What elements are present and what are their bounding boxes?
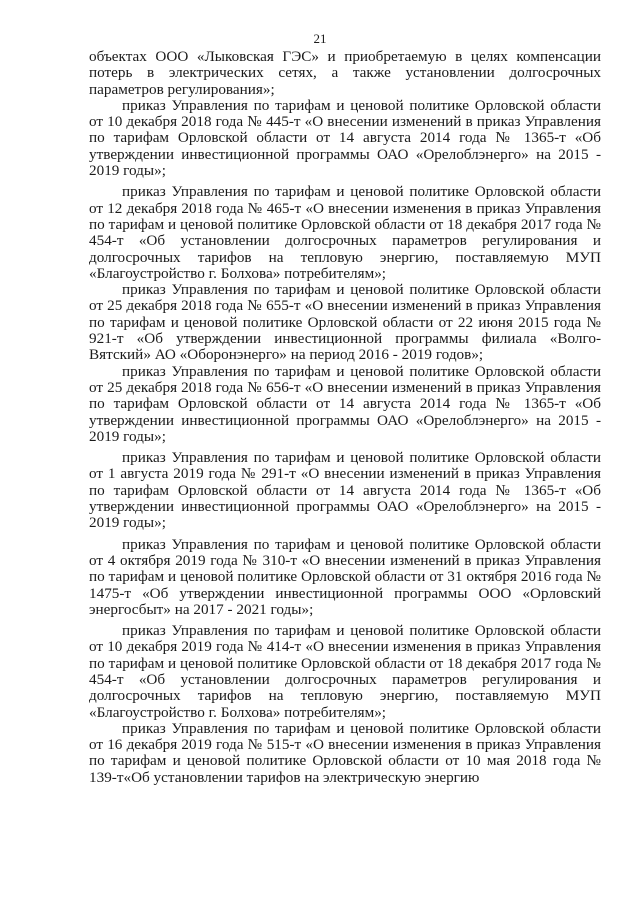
paragraph-order-465: приказ Управления по тарифам и ценовой политике Орловской области от 12 декабря 2018 года № 465-т «О внесении изменения в приказ Управления по тарифам и ценовой политике Орловской области от 18 декабря 2017 года № 454-т «Об установлении долгосрочных параметров регулирования и долгосрочных тарифов на тепловую энергию, поставляемую МУП «Благоустройство г. Болхова» потребителям»; [89, 183, 601, 282]
paragraph-continuation: объектах ООО «Лыковская ГЭС» и приобретаемую в целях компенсации потерь в электрических сетях, а также установлении долгосрочных параметров регулирования»; [89, 48, 601, 98]
paragraph-order-414: приказ Управления по тарифам и ценовой политике Орловской области от 10 декабря 2019 года № 414-т «О внесении изменения в приказ Управления по тарифам и ценовой политике Орловской области от 18 декабря 2017 года № 454-т «Об установлении долгосрочных параметров регулирования и долгосрочных тарифов на тепловую энергию, поставляемую МУП «Благоустройство г. Болхова» потребителям»; [89, 622, 601, 721]
document-body [89, 49, 601, 786]
page-number: 21 [313, 31, 327, 46]
paragraph-order-310: приказ Управления по тарифам и ценовой политике Орловской области от 4 октября 2019 года № 310-т «О внесении изменений в приказ Управления по тарифам и ценовой политике Орловской области от 31 октября 2016 года № 1475-т «Об утверждении инвестиционной программы ООО «Орловский энергосбыт» на 2017 - 2021 годы»; [89, 535, 601, 618]
paragraph-order-515: приказ Управления по тарифам и ценовой политике Орловской области от 16 декабря 2019 года № 515-т «О внесении изменения в приказ Управления по тарифам и ценовой политике Орловской области от 10 мая 2018 года № 139-т«Об установлении тарифов на электрическую энергию [89, 719, 601, 786]
paragraph-order-655: приказ Управления по тарифам и ценовой политике Орловской области от 25 декабря 2018 года № 655-т «О внесении изменений в приказ Управления по тарифам и ценовой политике Орловской области от 22 июня 2015 года № 921-т «Об утверждении инвестиционной программы филиала «Волго-Вятский» АО «Оборонэнерго» на период 2016 - 2019 годов»; [89, 281, 601, 364]
paragraph-order-445: приказ Управления по тарифам и ценовой политике Орловской области от 10 декабря 2018 года № 445-т «О внесении изменений в приказ Управления по тарифам Орловской области от 14 августа 2014 года № 1365-т «Об утверждении инвестиционной программы ОАО «Орелоблэнерго» на 2015 - 2019 годы»; [89, 96, 601, 180]
paragraph-order-291: приказ Управления по тарифам и ценовой политике Орловской области от 1 августа 2019 года № 291-т «О внесении изменений в приказ Управления по тарифам Орловской области от 14 августа 2014 года № 1365-т «Об утверждении инвестиционной программы ОАО «Орелоблэнерго» на 2015 - 2019 годы»; [89, 449, 601, 532]
paragraph-order-656: приказ Управления по тарифам и ценовой политике Орловской области от 25 декабря 2018 года № 656-т «О внесении изменений в приказ Управления по тарифам Орловской области от 14 августа 2014 года № 1365-т «Об утверждении инвестиционной программы ОАО «Орелоблэнерго» на 2015 - 2019 годы»; [89, 362, 601, 445]
